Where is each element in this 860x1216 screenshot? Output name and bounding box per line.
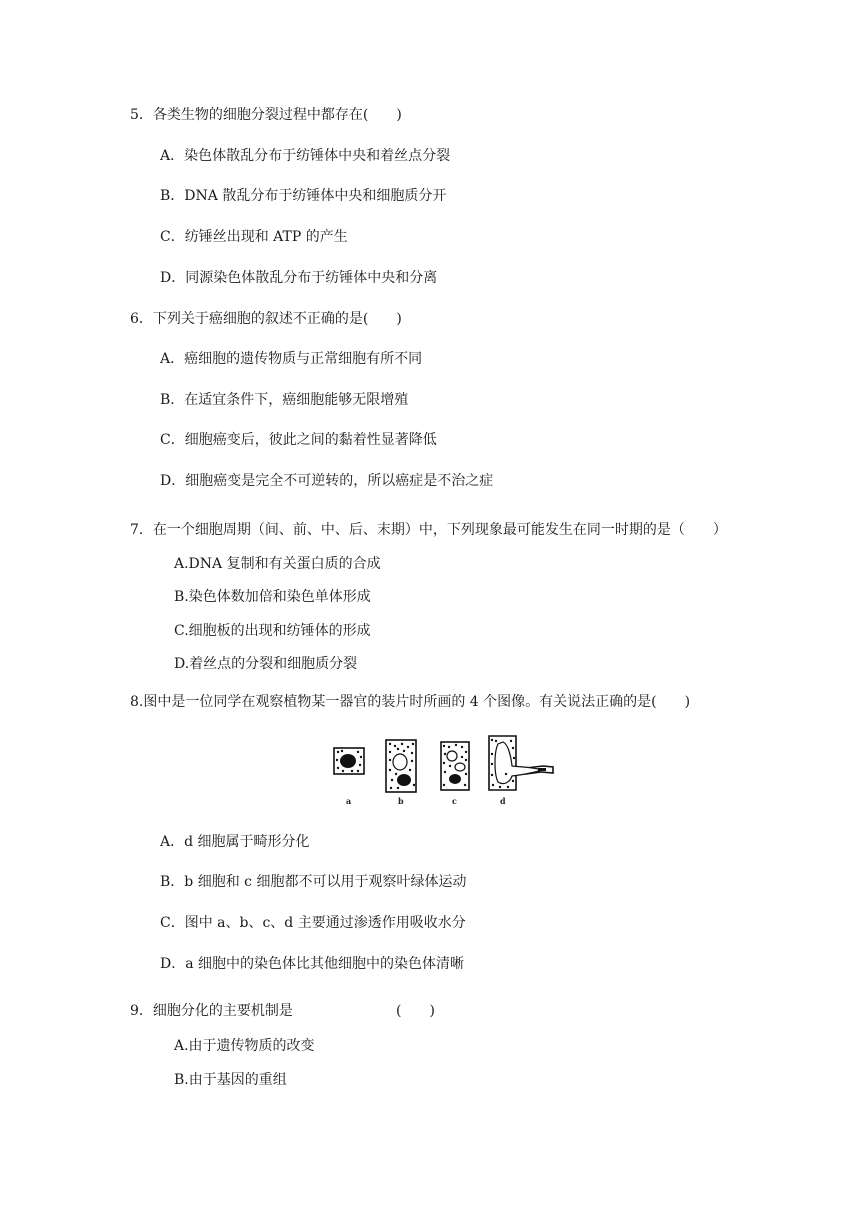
question-8-option-d: D．a 细胞中的染色体比其他细胞中的染色体清晰 xyxy=(160,956,465,972)
question-8-option-b: B．b 细胞和 c 细胞都不可以用于观察叶绿体运动 xyxy=(160,874,467,890)
figure-label-c: c xyxy=(452,796,457,806)
question-8-option-a: A．d 细胞属于畸形分化 xyxy=(160,834,310,850)
question-6-option-b: B．在适宜条件下，癌细胞能够无限增殖 xyxy=(160,392,409,408)
question-8-stem: 8.图中是一位同学在观察植物某一器官的装片时所画的 4 个图像。有关说法正确的是( ) xyxy=(130,694,691,710)
figure-label-d: d xyxy=(500,796,506,806)
question-7-option-b: B.染色体数加倍和染色单体形成 xyxy=(174,589,371,605)
question-6-option-c: C．细胞癌变后，彼此之间的黏着性显著降低 xyxy=(160,432,437,448)
question-7-option-a: A.DNA 复制和有关蛋白质的合成 xyxy=(174,556,381,572)
question-6-stem: 6．下列关于癌细胞的叙述不正确的是( ) xyxy=(130,311,402,327)
question-5-option-d: D．同源染色体散乱分布于纺锤体中央和分离 xyxy=(160,270,438,286)
question-5-option-c: C．纺锤丝出现和 ATP 的产生 xyxy=(160,229,348,245)
question-7-option-c: C.细胞板的出现和纺锤体的形成 xyxy=(174,623,371,639)
cell-diagram-figure xyxy=(328,730,560,810)
question-6-option-d: D．细胞癌变是完全不可逆转的，所以癌症是不治之症 xyxy=(160,473,494,489)
figure-label-b: b xyxy=(398,796,404,806)
question-5-stem: 5．各类生物的细胞分裂过程中都存在( ) xyxy=(130,107,402,123)
question-9-answer-parens: ( ) xyxy=(396,1003,435,1019)
question-5-option-a: A．染色体散乱分布于纺锤体中央和着丝点分裂 xyxy=(160,148,451,164)
question-9-option-b: B.由于基因的重组 xyxy=(174,1072,287,1088)
cell-b xyxy=(386,740,416,792)
question-7-option-d: D.着丝点的分裂和细胞质分裂 xyxy=(174,656,358,672)
question-6-option-a: A．癌细胞的遗传物质与正常细胞有所不同 xyxy=(160,351,423,367)
question-7-stem: 7．在一个细胞周期（间、前、中、后、末期）中，下列现象最可能发生在同一时期的是（ ） xyxy=(130,522,727,538)
question-9-option-a: A.由于遗传物质的改变 xyxy=(174,1038,315,1054)
figure-label-a: a xyxy=(346,796,352,806)
question-8-option-c: C．图中 a、b、c、d 主要通过渗透作用吸收水分 xyxy=(160,915,466,931)
cell-a xyxy=(334,748,364,774)
question-5-option-b: B．DNA 散乱分布于纺锤体中央和细胞质分开 xyxy=(160,188,447,204)
question-9-stem: 9．细胞分化的主要机制是 xyxy=(130,1003,293,1019)
cell-d xyxy=(489,736,553,790)
cell-diagram-svg xyxy=(328,730,560,810)
cell-c xyxy=(441,742,469,790)
